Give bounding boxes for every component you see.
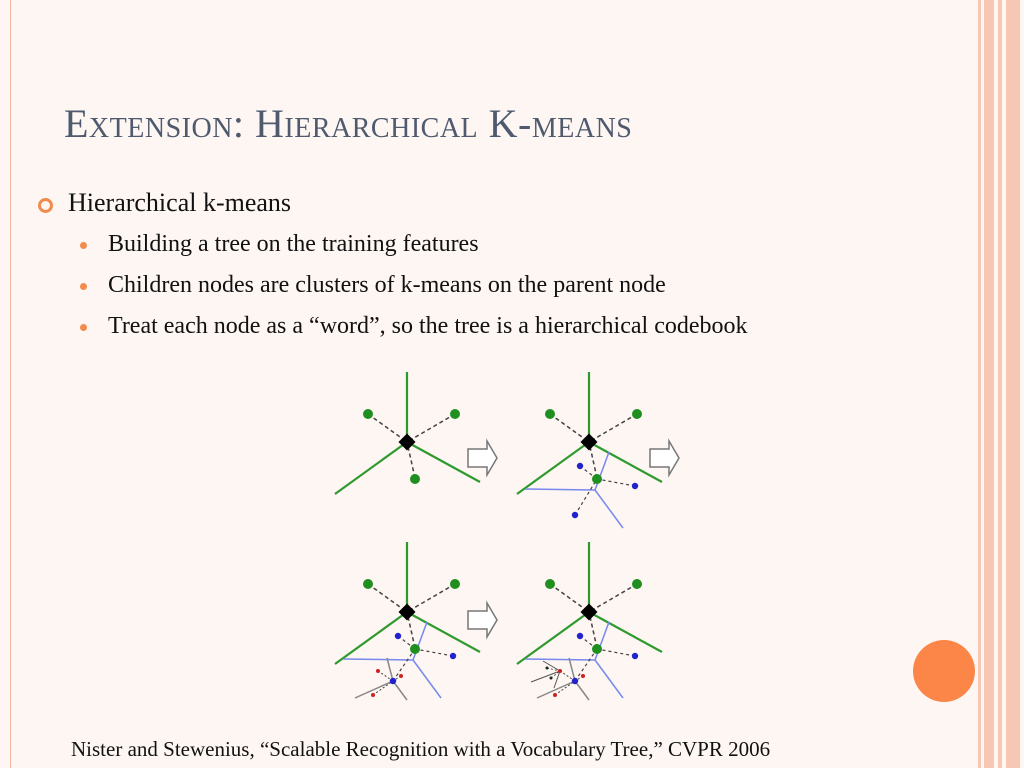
left-border-line [10, 0, 11, 768]
subbullet-text: Children nodes are clusters of k-means on the parent node [108, 272, 666, 298]
decorative-orange-circle [913, 640, 975, 702]
right-arrow-icon [650, 441, 679, 475]
bullet-dot-icon [80, 324, 87, 331]
panel-step-2 [517, 372, 662, 528]
right-arrow-icon [468, 441, 497, 475]
slide-title: Extension: Hierarchical K-means [64, 101, 633, 146]
citation: Nister and Stewenius, “Scalable Recognition with a Vocabulary Tree,” CVPR 2006 [71, 737, 771, 761]
hierarchical-kmeans-figure [325, 368, 695, 703]
panel-step-3 [335, 542, 480, 700]
bullet-ring-icon [38, 198, 53, 213]
subbullet-text: Building a tree on the training features [108, 231, 479, 257]
panel-step-4 [517, 542, 662, 700]
subbullet-text: Treat each node as a “word”, so the tree is a hierarchical codebook [108, 313, 748, 339]
bullet-text: Hierarchical k-means [68, 188, 292, 217]
panel-step-1 [335, 372, 480, 494]
bullet-dot-icon [80, 283, 87, 290]
bullet-dot-icon [80, 242, 87, 249]
right-decorative-stripes [978, 0, 1024, 768]
right-arrow-icon [468, 603, 497, 637]
